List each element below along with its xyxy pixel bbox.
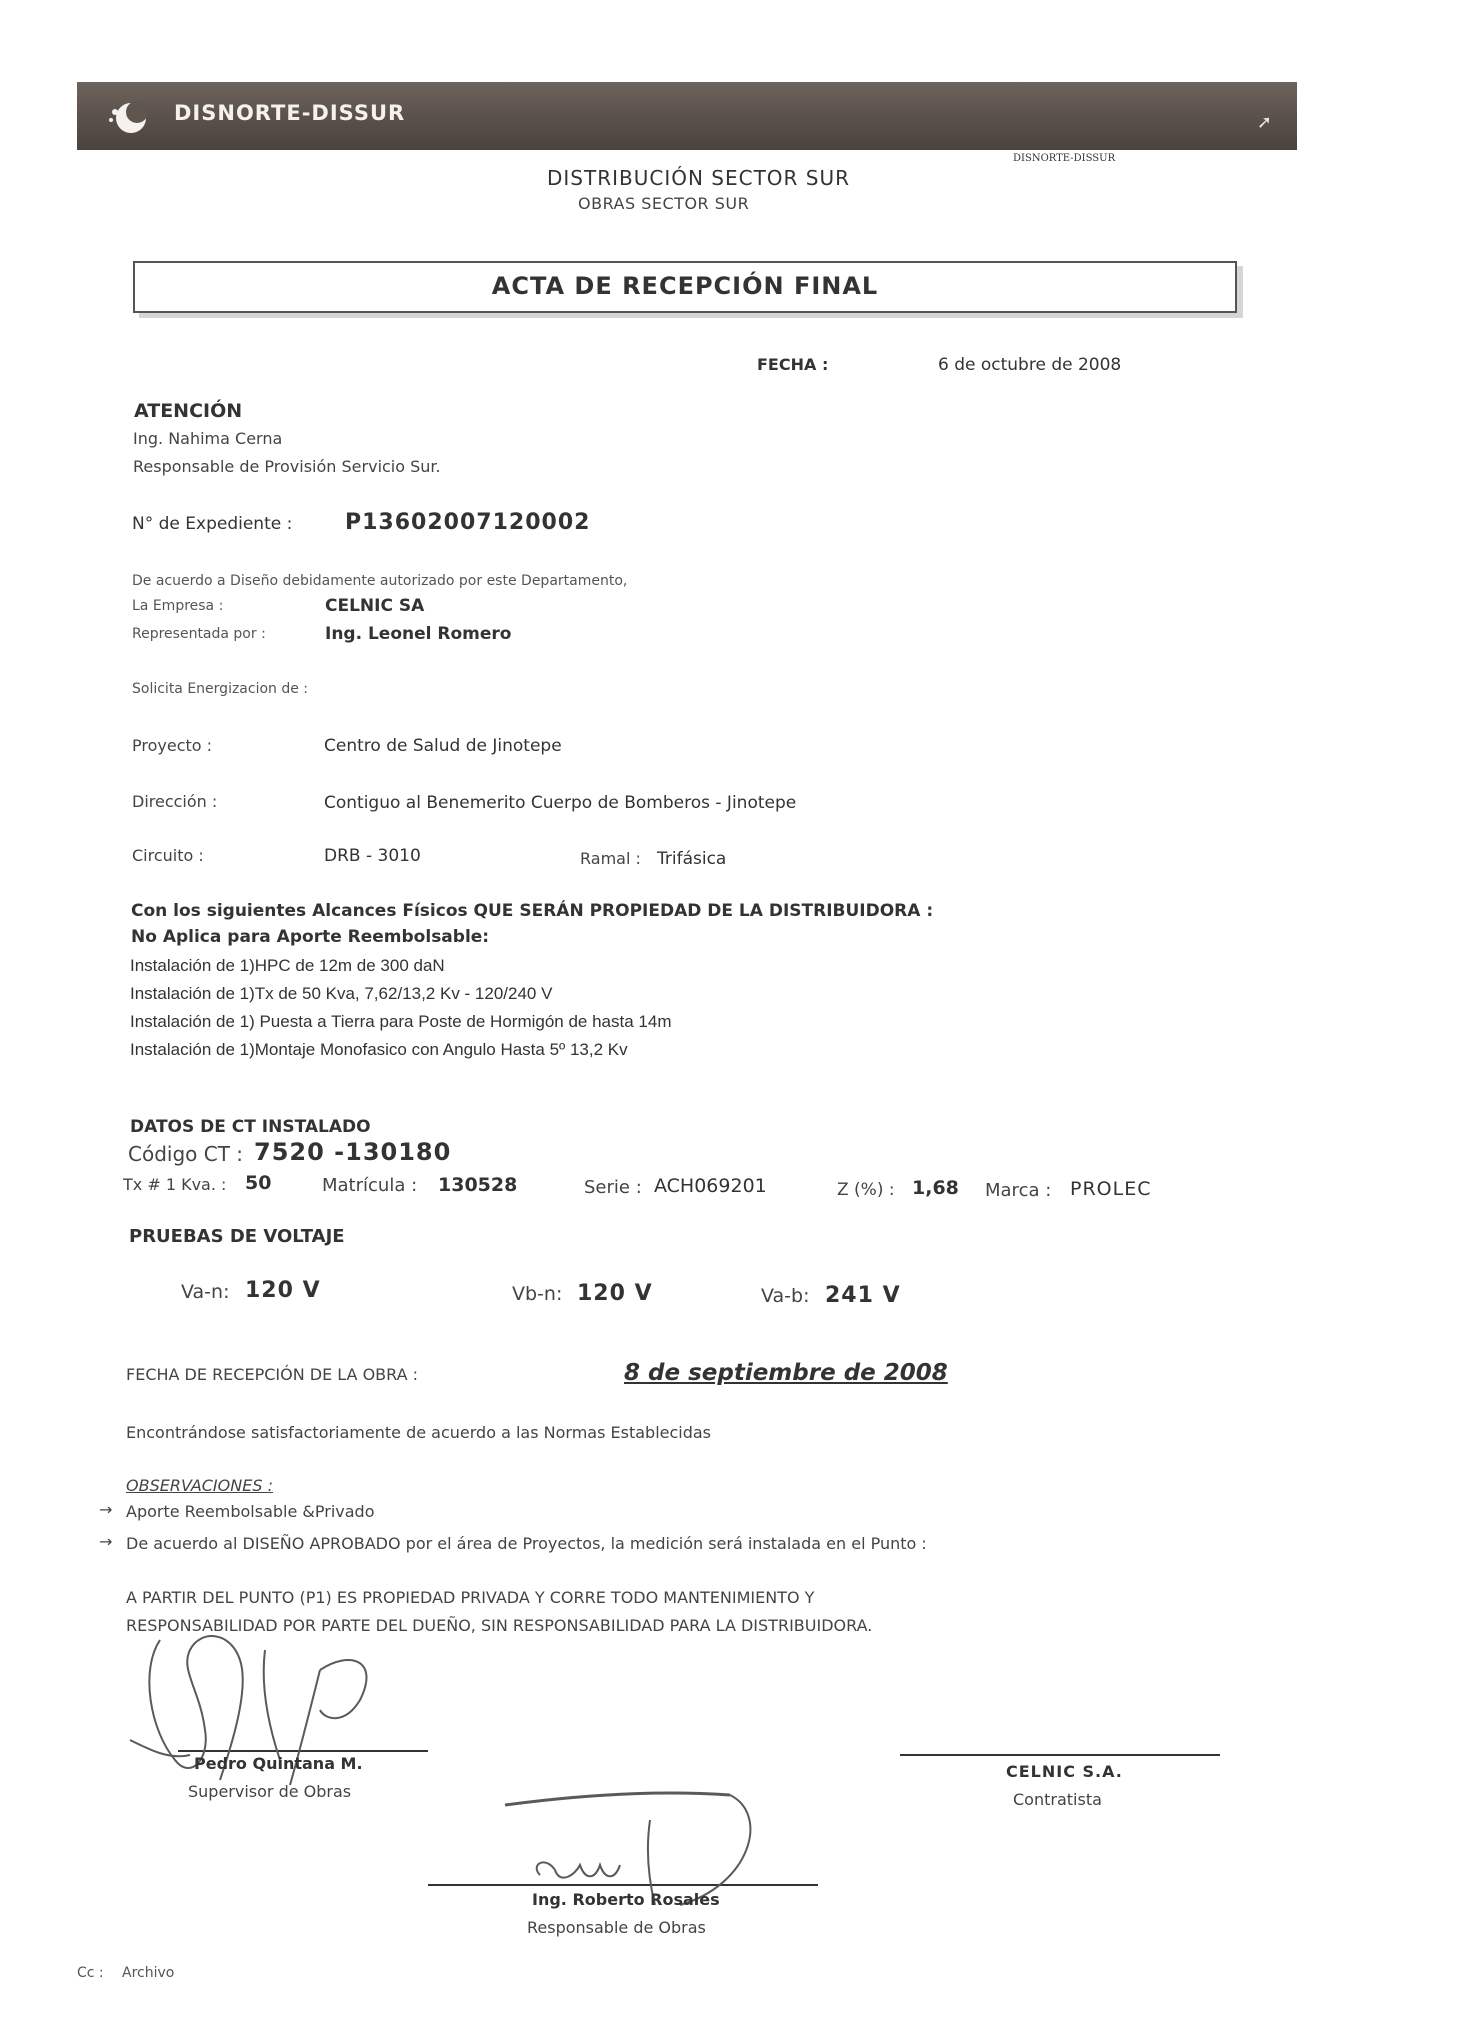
alcance-item: Instalación de 1)Tx de 50 Kva, 7,62/13,2 Kv - 120/240 V	[130, 984, 553, 1003]
contratista-name: CELNIC S.A.	[1006, 1762, 1123, 1781]
observaciones-note-line2: RESPONSABILIDAD POR PARTE DEL DUEÑO, SIN RESPONSABILIDAD PARA LA DISTRIBUIDORA.	[126, 1616, 873, 1635]
solicita-text: Solicita Energizacion de :	[132, 681, 309, 697]
cc-label: Cc :	[77, 1965, 104, 1981]
signature-line-contratista	[900, 1754, 1220, 1756]
ct-heading: DATOS DE CT INSTALADO	[130, 1117, 371, 1137]
proyecto-label: Proyecto :	[132, 736, 213, 755]
alcance-item: Instalación de 1) Puesta a Tierra para Poste de Hormigón de hasta 14m	[130, 1012, 672, 1031]
recepcion-label: FECHA DE RECEPCIÓN DE LA OBRA :	[126, 1365, 419, 1384]
z-value: 1,68	[912, 1177, 959, 1199]
serie-value: ACH069201	[654, 1175, 767, 1197]
arrow-right-icon: →	[99, 1532, 113, 1551]
fecha-label: FECHA :	[757, 355, 829, 374]
vbn-label: Vb-n:	[512, 1283, 563, 1305]
supervisor-role: Supervisor de Obras	[188, 1782, 352, 1801]
ramal-value: Trifásica	[657, 849, 727, 869]
atencion-heading: ATENCIÓN	[134, 400, 243, 422]
representada-value: Ing. Leonel Romero	[325, 624, 512, 644]
expediente-value: P13602007120002	[345, 510, 591, 535]
atencion-role: Responsable de Provisión Servicio Sur.	[133, 457, 441, 476]
intro-text: De acuerdo a Diseño debidamente autorizado por este Departamento,	[132, 573, 628, 589]
document-title: ACTA DE RECEPCIÓN FINAL	[491, 272, 879, 300]
vbn-value: 120 V	[577, 1281, 653, 1306]
circuito-label: Circuito :	[132, 846, 204, 865]
codigo-ct-value: 7520 -130180	[254, 1138, 452, 1166]
matricula-label: Matrícula :	[322, 1175, 418, 1196]
empresa-value: CELNIC SA	[325, 596, 425, 616]
tx-kva-value: 50	[245, 1172, 272, 1194]
alcance-item: Instalación de 1)HPC de 12m de 300 daN	[130, 956, 445, 975]
banner-arrow-icon: ➚	[1256, 112, 1272, 133]
circuito-value: DRB - 3010	[324, 846, 421, 866]
serie-label: Serie :	[584, 1177, 642, 1198]
marca-value: PROLEC	[1070, 1178, 1152, 1200]
empresa-label: La Empresa :	[132, 598, 224, 614]
representada-label: Representada por :	[132, 626, 266, 642]
van-label: Va-n:	[181, 1281, 230, 1303]
company-name-small: DISNORTE-DISSUR	[1013, 153, 1116, 164]
alcances-heading: Con los siguientes Alcances Físicos QUE SERÁN PROPIEDAD DE LA DISTRIBUIDORA :	[131, 901, 934, 921]
pruebas-heading: PRUEBAS DE VOLTAJE	[129, 1226, 345, 1247]
z-label: Z (%) :	[837, 1180, 895, 1200]
atencion-name: Ing. Nahima Cerna	[133, 429, 283, 448]
matricula-value: 130528	[438, 1174, 518, 1196]
header-banner	[77, 82, 1297, 150]
tx-kva-label: Tx # 1 Kva. :	[123, 1175, 227, 1194]
direccion-value: Contiguo al Benemerito Cuerpo de Bomberos - Jinotepe	[324, 793, 797, 813]
recepcion-value: 8 de septiembre de 2008	[624, 1360, 948, 1386]
vab-value: 241 V	[825, 1283, 901, 1308]
contratista-role: Contratista	[1013, 1790, 1102, 1809]
alcances-subheading: No Aplica para Aporte Reembolsable:	[131, 927, 490, 947]
marca-label: Marca :	[985, 1180, 1052, 1201]
alcance-item: Instalación de 1)Montaje Monofasico con Angulo Hasta 5º 13,2 Kv	[130, 1040, 628, 1059]
direccion-label: Dirección :	[132, 792, 218, 811]
van-value: 120 V	[245, 1278, 321, 1303]
ramal-label: Ramal :	[580, 849, 641, 868]
proyecto-value: Centro de Salud de Jinotepe	[324, 736, 562, 756]
codigo-ct-label: Código CT :	[128, 1142, 244, 1166]
supervisor-name: Pedro Quintana M.	[194, 1754, 363, 1773]
responsable-name: Ing. Roberto Rosales	[532, 1890, 720, 1909]
observacion-item: Aporte Reembolsable &Privado	[126, 1502, 375, 1521]
fecha-value: 6 de octubre de 2008	[938, 355, 1122, 375]
observaciones-heading: OBSERVACIONES :	[126, 1476, 273, 1495]
cc-value: Archivo	[122, 1965, 175, 1981]
responsable-role: Responsable de Obras	[527, 1918, 706, 1937]
company-logo-icon	[107, 94, 151, 138]
document-title-box	[133, 261, 1237, 313]
expediente-label: N° de Expediente :	[132, 514, 293, 534]
vab-label: Va-b:	[761, 1285, 810, 1307]
satisfactorio-text: Encontrándose satisfactoriamente de acuerdo a las Normas Establecidas	[126, 1423, 712, 1442]
company-name: DISNORTE-DISSUR	[174, 101, 406, 125]
subdepartment-title: OBRAS SECTOR SUR	[578, 194, 750, 213]
department-title: DISTRIBUCIÓN SECTOR SUR	[547, 166, 851, 190]
observacion-item: De acuerdo al DISEÑO APROBADO por el área de Proyectos, la medición será instalada en el Punto :	[126, 1534, 927, 1553]
arrow-right-icon: →	[99, 1500, 113, 1519]
observaciones-note-line1: A PARTIR DEL PUNTO (P1) ES PROPIEDAD PRIVADA Y CORRE TODO MANTENIMIENTO Y	[126, 1588, 815, 1607]
